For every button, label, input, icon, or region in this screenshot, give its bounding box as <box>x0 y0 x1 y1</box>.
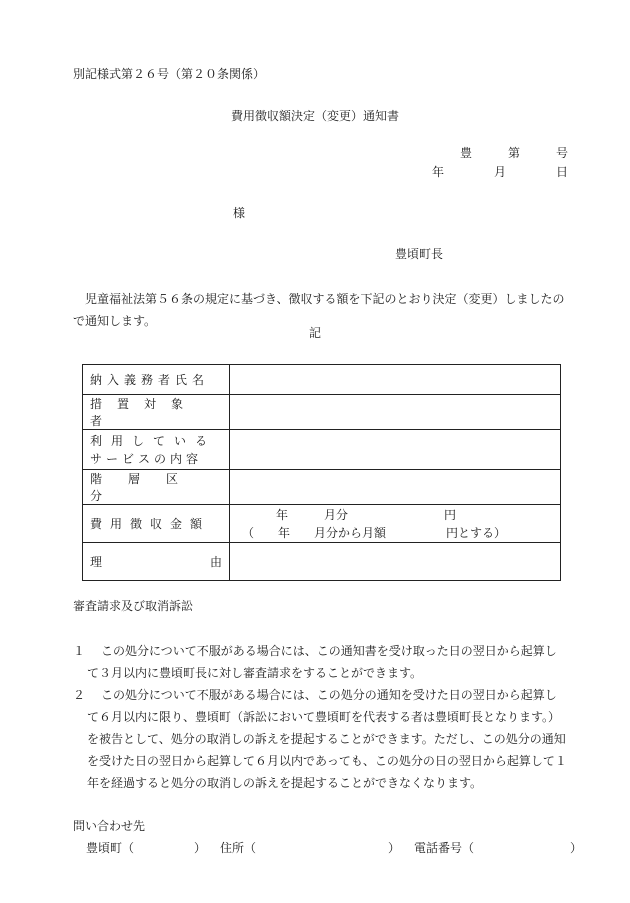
table-row <box>83 470 561 505</box>
contact-line <box>86 842 582 854</box>
table-row <box>83 543 561 581</box>
appeal-section-title: 審査請求及び取消訴訟 <box>73 599 194 613</box>
appeal-notes <box>73 640 568 794</box>
label-text: 納入義務者氏名 <box>90 373 210 387</box>
label-left: 理 <box>90 555 103 569</box>
jus-label <box>90 371 222 388</box>
jus-label <box>90 553 222 570</box>
contact-address: 住所（ ） <box>220 841 401 855</box>
label-service-content <box>83 430 230 470</box>
recipient-suffix: 様 <box>233 206 246 220</box>
fee-line-2: （ 年 月分から月額 円とする） <box>242 525 507 540</box>
document-title: 費用徴収額決定（変更）通知書 <box>230 109 399 123</box>
form-number-label: 別記様式第２６号（第２０条関係） <box>73 67 266 81</box>
doc-number-dai: 第 <box>507 146 520 160</box>
date-year: 年 <box>431 165 444 179</box>
doc-number-go: 号 <box>555 146 568 160</box>
value-target-person[interactable] <box>230 395 561 430</box>
label-text: 措置対象者 <box>90 397 199 428</box>
label-text: 費用徴収金額 <box>90 517 211 531</box>
intro-paragraph: 児童福祉法第５６条の規定に基づき、徴収する額を下記のとおり決定（変更）しましたので通知します。 <box>73 292 565 328</box>
document-date <box>432 166 568 178</box>
table-row <box>83 365 561 395</box>
doc-number-prefix: 豊 <box>459 146 472 160</box>
label-fee-amount <box>83 505 230 543</box>
ki-heading: 記 <box>308 326 321 340</box>
value-fee-amount[interactable] <box>230 505 561 543</box>
label-right: 由 <box>209 555 222 569</box>
list-item <box>73 640 568 684</box>
table-row <box>83 430 561 470</box>
table-row <box>83 395 561 430</box>
label-tier <box>83 470 230 505</box>
contact-title: 問い合わせ先 <box>73 819 146 833</box>
contact-phone: 電話番号（ ） <box>414 841 583 855</box>
note-number: ２ <box>73 688 86 702</box>
note-text: この処分について不服がある場合には、この処分の通知を受けた日の翌日から起算して６月以内に限り、豊頃町（訴訟において豊頃町を代表する者は豊頃町長となります。）を被告として、処分の取消しの訴えを提起することができます。ただし、この処分の通知を受けた日の翌日から起算して６月以内であっても、この処分の日の翌日から起算して１年を経過すると処分の取消しの訴えを提起することができなくなります。 <box>87 688 567 790</box>
date-month: 月 <box>493 165 506 179</box>
note-text: この処分について不服がある場合には、この通知書を受け取った日の翌日から起算して３月以内に豊頃町長に対し審査請求をすることができます。 <box>87 644 557 680</box>
label-target-person <box>83 395 230 430</box>
value-tier[interactable] <box>230 470 561 505</box>
fee-table <box>82 364 561 581</box>
document-number <box>460 147 568 159</box>
value-payer-name[interactable] <box>230 365 561 395</box>
label-line-2: サービスの内容 <box>90 451 203 466</box>
label-text: 階層区分 <box>90 472 205 503</box>
label-payer-name <box>83 365 230 395</box>
table-row <box>83 505 561 543</box>
issuer-name: 豊頃町長 <box>395 247 444 261</box>
fee-line-1: 年 月分 円 <box>276 507 457 522</box>
date-day: 日 <box>555 165 568 179</box>
label-line-1: 利用している <box>90 433 217 448</box>
note-number: １ <box>73 644 86 658</box>
value-reason[interactable] <box>230 543 561 581</box>
contact-town: 豊頃町（ ） <box>86 841 207 855</box>
value-service-content[interactable] <box>230 430 561 470</box>
list-item <box>73 684 568 794</box>
label-reason <box>83 543 230 581</box>
